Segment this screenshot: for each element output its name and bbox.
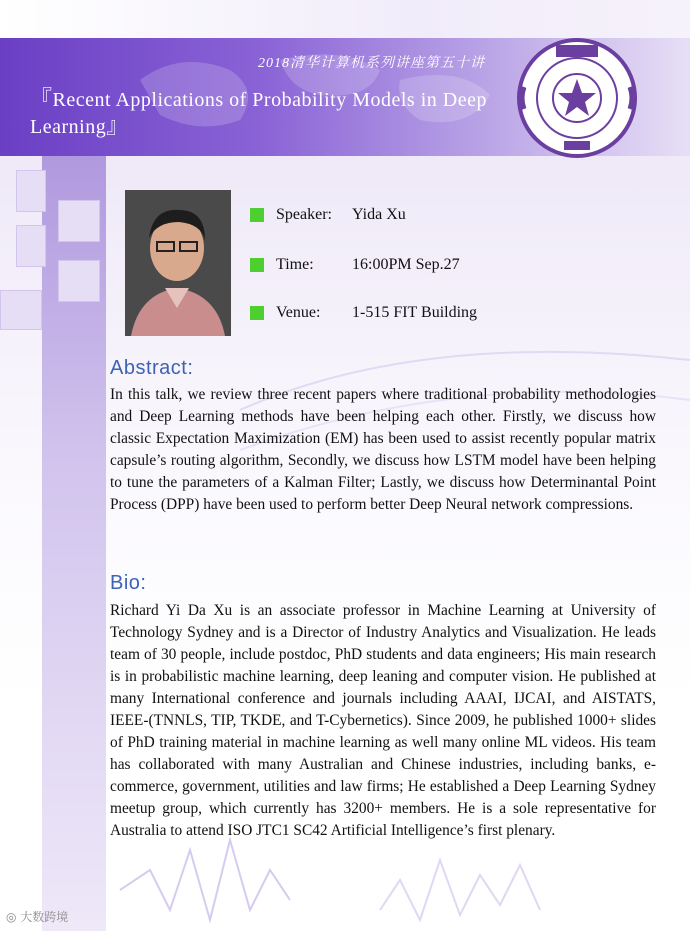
speaker-label: Speaker: — [276, 206, 332, 223]
green-bullet-icon — [250, 258, 264, 272]
time-row — [250, 253, 460, 277]
bio-heading: Bio: — [110, 572, 147, 594]
green-bullet-icon — [250, 306, 264, 320]
watermark-text: 大数跨境 — [20, 910, 69, 924]
title-close-bracket: 』 — [106, 113, 129, 138]
venue-label: Venue: — [276, 304, 321, 321]
title-open-bracket: 『 — [30, 86, 53, 111]
speaker-photo — [125, 190, 231, 336]
speaker-row — [250, 203, 406, 227]
title-text: Recent Applications of Probability Models in Deep Learning — [30, 89, 487, 138]
watermark — [6, 908, 68, 925]
bio-text: Richard Yi Da Xu is an associate professor in Machine Learning at University of Technology Sydney and is a Director of Industry Analytics and Visualization. He leads team of 30 people, include postdoc, PhD students and data engineers; His main research is in probabilistic machine learning, deep leaning and computer vision. He published at many International conference and journals including AAAI, IJCAI, and AISTATS, IEEE-(TNNLS, TIP, TKDE, and T-Cybernetics). Since 2009, he published 1000+ slides of PhD training material in machine learning as well many online ML videos. His team has collaborated with many Australian and Chinese industries, including banks, e-commerce, government, utilities and law firms; He established a Deep Learning Sydney meetup group, which currently has 3200+ members. He is a sole representative for Australia to attend ISO JTC1 SC42 Artificial Intelligence’s first plenary. — [110, 602, 656, 839]
time-label: Time: — [276, 256, 314, 273]
speaker-value: Yida Xu — [352, 206, 406, 223]
page-title — [30, 86, 520, 140]
venue-row — [250, 301, 477, 325]
watermark-icon: ◎ — [6, 910, 21, 924]
venue-value: 1-515 FIT Building — [352, 304, 478, 321]
time-value: 16:00PM Sep.27 — [352, 256, 460, 273]
abstract-heading: Abstract: — [110, 357, 194, 379]
lecture-series-label: 2018清华计算机系列讲座第五十讲 — [258, 56, 485, 71]
banner-top-strip — [0, 0, 690, 38]
university-seal-logo — [512, 37, 642, 159]
abstract-text: In this talk, we review three recent papers where traditional probability methodologies and Deep Learning methods have been helping each other. Firstly, we discuss how classic Expectation Maximization (EM) has been used to assist recently popular matrix capsule’s routing algorithm, Secondly, we discuss how LSTM model have been helping to tune the parameters of a Kalman Filter; Lastly, we discuss how Determinantal Point Process (DPP) have been used to perform better Deep Neural network compressions. — [110, 386, 656, 513]
green-bullet-icon — [250, 208, 264, 222]
